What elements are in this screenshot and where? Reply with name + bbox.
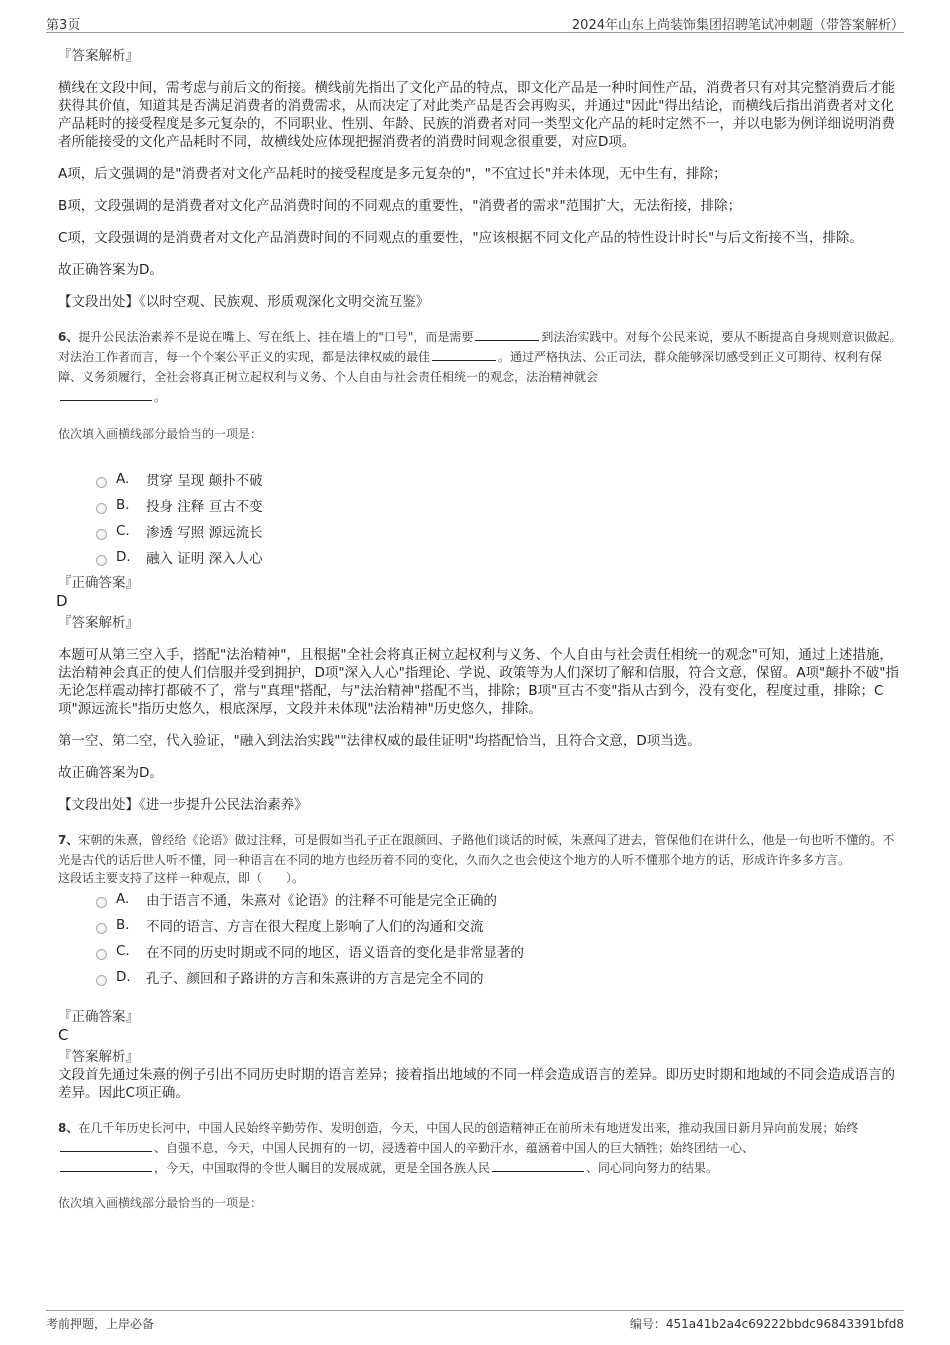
analysis-label: 『答案解析』 [58, 48, 139, 64]
source-citation: 【文段出处】《进一步提升公民法治素养》 [58, 797, 308, 813]
fill-blank [475, 328, 539, 341]
radio-button[interactable] [96, 503, 107, 514]
question-prompt: 依次填入画横线部分最恰当的一项是： [58, 427, 263, 441]
analysis-label: 『答案解析』 [58, 615, 139, 631]
question-prompt: 这段话主要支持了这样一种观点，即（ ）。 [58, 871, 305, 885]
page-footer [46, 1310, 904, 1333]
radio-button[interactable] [96, 529, 107, 540]
option-c[interactable]: C. 渗透 写照 源远流长 [96, 518, 906, 544]
answer-conclusion: 故正确答案为D。 [58, 262, 163, 278]
question-stem: 7、宋朝的朱熹，曾经给《论语》做过注释，可是假如当孔子正在跟颜回、子路他们谈话的时候，朱熹闯了进去，管保他们在讲什么，他是一句也听不懂的。不光是古代的话后世人听不懂，同一种语言在不同的地方也经历着不同的变化，久而久之也会使这个地方的人听不懂那个地方的话，形成许许多多方言。 [58, 833, 895, 867]
option-a[interactable]: A. 由于语言不通，朱熹对《论语》的注释不可能是完全正确的 [96, 886, 906, 912]
question-8 [58, 1118, 906, 1211]
fill-blank [432, 348, 496, 361]
question-6 [58, 327, 906, 814]
question-number: 7、 [58, 833, 79, 847]
question-7 [58, 830, 906, 1102]
footer-slogan: 考前押题，上岸必备 [46, 1317, 155, 1331]
question-number: 6、 [58, 330, 79, 344]
analysis-paragraph: B项，文段强调的是消费者对文化产品消费时间的不同观点的重要性，"消费者的需求"范围扩大，无法衔接，排除； [58, 198, 742, 214]
correct-answer-label: 『正确答案』 [58, 575, 139, 591]
correct-answer-value: D [56, 592, 68, 610]
options-list [96, 466, 906, 570]
page-header [46, 10, 904, 33]
radio-button[interactable] [96, 975, 107, 986]
radio-button[interactable] [96, 555, 107, 566]
question-stem: 8、在几千年历史长河中，中国人民始终辛勤劳作、发明创造，今天，中国人民的创造精神正在前所未有地迸发出来，推动我国日新月异向前发展；始终、自强不息，今天，中国人民拥有的一切，浸透着中国人的辛勤汗水，蕴涵着中国人的巨大牺牲；始终团结一心、 ，今天，中国取得的令世人瞩目的发展成就，更是全国各族人民 、同心同向努力的结果。 [58, 1121, 859, 1175]
serial-number: 编号：451a41b2a4c69222bbdc96843391bfd8 [629, 1317, 904, 1331]
answer-conclusion: 故正确答案为D。 [58, 765, 163, 781]
page-content [58, 47, 906, 1235]
correct-answer-label: 『正确答案』 [58, 1009, 139, 1025]
analysis-paragraph: 本题可从第三空入手，搭配"法治精神"，且根据"全社会将真正树立起权利与义务、个人自由与社会责任相统一的观念"可知，通过上述措施，法治精神会真正的使人们信服并受到拥护，D项"深入人心"指理论、学说、政策等为人们深切了解和信服，符合文意，保留。A项"颠扑不破"指无论怎样震动摔打都破不了，常与"真理"搭配，与"法治精神"搭配不当，排除；B项"亘古不变"指从古到今，没有变化，程度过重，排除；C项"源远流长"指历史悠久，根底深厚，文段并未体现"法治精神"历史悠久，排除。 [58, 647, 899, 717]
document-title: 2024年山东上尚装饰集团招聘笔试冲刺题（带答案解析） [571, 18, 904, 33]
radio-button[interactable] [96, 949, 107, 960]
option-b[interactable]: B. 不同的语言、方言在很大程度上影响了人们的沟通和交流 [96, 912, 906, 938]
radio-button[interactable] [96, 477, 107, 488]
analysis-paragraph: A项，后文强调的是"消费者对文化产品耗时的接受程度是多元复杂的"，"不宜过长"并未体现，无中生有，排除； [58, 166, 727, 182]
q5-analysis-section [58, 47, 906, 311]
options-list [96, 886, 906, 990]
option-d[interactable]: D. 孔子、颜回和子路讲的方言和朱熹讲的方言是完全不同的 [96, 964, 906, 990]
analysis-paragraph: C项，文段强调的是消费者对文化产品消费时间的不同观点的重要性，"应该根据不同文化产品的特性设计时长"与后文衔接不当，排除。 [58, 230, 863, 246]
option-c[interactable]: C. 在不同的历史时期或不同的地区，语义语音的变化是非常显著的 [96, 938, 906, 964]
analysis-paragraph: 文段首先通过朱熹的例子引出不同历史时期的语言差异；接着指出地域的不同一样会造成语言的差异。即历史时期和地域的不同会造成语言的差异。因此C项正确。 [58, 1067, 895, 1101]
fill-blank [60, 1159, 152, 1172]
analysis-label: 『答案解析』 [58, 1049, 139, 1065]
question-prompt: 依次填入画横线部分最恰当的一项是： [58, 1196, 263, 1210]
option-d[interactable]: D. 融入 证明 深入人心 [96, 544, 906, 570]
analysis-paragraph: 横线在文段中间，需考虑与前后文的衔接。横线前先指出了文化产品的特点，即文化产品是一种时间性产品，消费者只有对其完整消费后才能获得其价值，知道其是否满足消费者的消费需求，从而决定了对此类产品是否会再购买，并通过"因此"得出结论，而横线后指出消费者对文化产品耗时的接受程度是多元复杂的，不同职业、性别、年龄、民族的消费者对同一类型文化产品的耗时定然不一，并以电影为例详细说明消费者所能接受的文化产品耗时不同，故横线处应体现把握消费者的消费时间观念很重要，对应D项。 [58, 80, 895, 150]
fill-blank [60, 1139, 152, 1152]
analysis-paragraph: 第一空、第二空，代入验证，"融入到法治实践""法律权威的最佳证明"均搭配恰当，且符合文意，D项当选。 [58, 733, 701, 749]
page-number: 第3页 [46, 18, 81, 33]
source-citation: 【文段出处】《以时空观、民族观、形质观深化文明交流互鉴》 [58, 294, 430, 310]
correct-answer-value: C [58, 1026, 69, 1044]
option-a[interactable]: A. 贯穿 呈现 颠扑不破 [96, 466, 906, 492]
radio-button[interactable] [96, 897, 107, 908]
fill-blank [60, 388, 152, 401]
option-b[interactable]: B. 投身 注释 亘古不变 [96, 492, 906, 518]
radio-button[interactable] [96, 923, 107, 934]
question-stem: 6、提升公民法治素养不是说在嘴上、写在纸上、挂在墙上的"口号"，而是需要 到法治实践中。对每个公民来说，要从不断提高自身规则意识做起。对法治工作者而言，每一个个案公平正义的实现，都是法律权威的最佳 。通过严格执法、公正司法，群众能够深切感受到正义可期待、权利有保障、义务须履行，全社会将真正树立起权利与义务、个人自由与社会责任相统一的观念，法治精神就会 。 [58, 330, 902, 404]
question-number: 8、 [58, 1121, 79, 1135]
fill-blank [492, 1159, 584, 1172]
